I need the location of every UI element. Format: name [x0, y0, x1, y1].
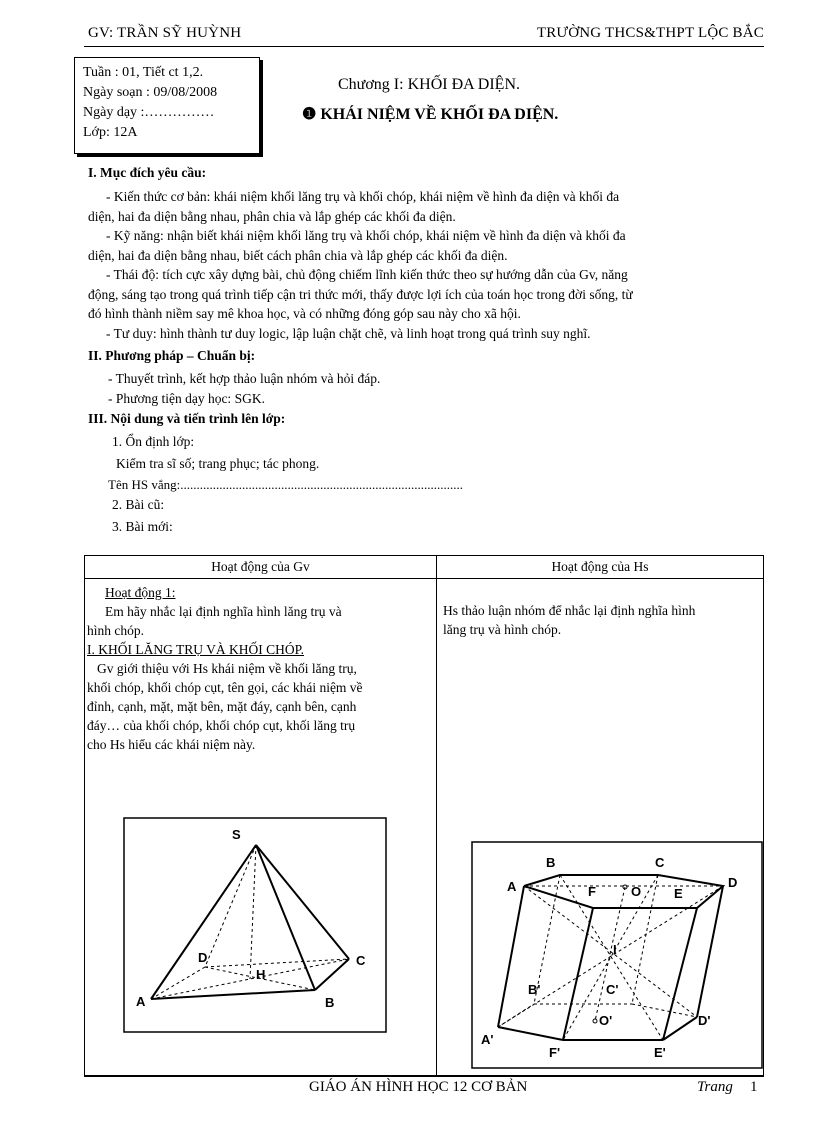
prism-label-d-prime: D' [698, 1013, 711, 1028]
hs-answer-line2: lăng trụ và hình chóp. [443, 622, 562, 637]
prism-label-a: A [507, 879, 517, 894]
section1-body [88, 187, 768, 343]
prism-label-o-prime: O' [599, 1013, 613, 1028]
hs-activity-cell [437, 579, 764, 1077]
chapter-title: Chương I: KHỐI ĐA DIỆN. [338, 76, 521, 93]
lesson-title [302, 104, 558, 124]
hs-answer-line1: Hs thảo luận nhóm để nhắc lại định nghĩa hình [443, 603, 696, 618]
lesson-title-text: KHÁI NIỆM VỀ KHỐI ĐA DIỆN. [320, 106, 559, 123]
step-stabilize: 1. Ổn định lớp: [112, 434, 195, 449]
attitude-line1: - Thái độ: tích cực xây dựng bài, chủ động chiếm lĩnh kiến thức theo sự hướng dẫn của Gv, năng [106, 267, 628, 282]
prism-label-e: E [674, 886, 683, 901]
info-week: Tuần : 01, Tiết ct 1,2. [83, 65, 204, 80]
section2-heading: II. Phương pháp – Chuẩn bị: [88, 348, 256, 363]
activity-table [84, 555, 764, 1077]
prism-label-a-prime: A' [481, 1032, 494, 1047]
pyramid-label-h: H [256, 967, 266, 982]
pyramid-label-d: D [198, 950, 208, 965]
prism-label-d: D [728, 875, 738, 890]
prism-label-b: B [546, 855, 556, 870]
section2-item1: - Thuyết trình, kết hợp thảo luận nhóm và hỏi đáp. [108, 371, 381, 386]
footer-title: GIÁO ÁN HÌNH HỌC 12 CƠ BẢN [309, 1079, 528, 1095]
gv-intro-line2: khối chóp, khối chóp cụt, tên gọi, các khái niệm về [87, 680, 363, 695]
table-header-gv: Hoạt động của Gv [85, 556, 437, 579]
prism-label-o: O [631, 884, 642, 899]
pyramid-label-s: S [232, 827, 241, 842]
gv-prompt-line2: hình chóp. [87, 623, 144, 638]
header-school: TRƯỜNG THCS&THPT LỘC BẮC [536, 25, 764, 41]
step-new-lesson: 3. Bài mới: [112, 519, 173, 534]
bullet-icon: ❶ [302, 106, 317, 123]
skill-line2: diện, hai đa diện bằng nhau, biết cách phân chia và lắp ghép các khối đa diện. [88, 247, 508, 263]
knowledge-line2: diện, hai đa diện bằng nhau, phân chia và lắp ghép các khối đa diện. [88, 208, 456, 224]
absent-students: Tên HS vắng:....................................................................................... [108, 477, 463, 492]
table-header-hs: Hoạt động của Hs [437, 556, 764, 579]
prism-label-i: I [613, 942, 617, 957]
section2-item2: - Phương tiện dạy học: SGK. [108, 391, 265, 406]
header-divider [84, 46, 764, 47]
step-old-lesson: 2. Bài cũ: [112, 497, 165, 512]
info-class: Lớp: 12A [83, 125, 138, 140]
thinking-line: - Tư duy: hình thành tư duy logic, lập luận chặt chẽ, và linh hoạt trong quá trình suy nghĩ. [106, 325, 591, 341]
footer-page-label: Trang [697, 1079, 733, 1095]
prism-figure [471, 841, 763, 1069]
prism-pyramid-section-title: I. KHỐI LĂNG TRỤ VÀ KHỐI CHÓP. [87, 642, 305, 657]
pyramid-label-a: A [136, 994, 146, 1009]
info-prepared-date: Ngày soạn : 09/08/2008 [83, 85, 218, 100]
gv-activity-cell [85, 579, 437, 1077]
gv-intro-line1: Gv giới thiệu với Hs khái niệm về khối lăng trụ, [97, 661, 357, 676]
lesson-info-box [74, 57, 260, 154]
info-taught-date: Ngày dạy :…………… [83, 105, 215, 120]
prism-label-f: F [588, 884, 596, 899]
attitude-line2: động, sáng tạo trong quá trình tiếp cận tri thức mới, thấy được lợi ích của toán học trong đời sống, từ [88, 286, 633, 302]
header-teacher: GV: TRẦN SỸ HUỲNH [88, 25, 242, 41]
prism-label-e-prime: E' [654, 1045, 666, 1060]
pyramid-label-c: C [356, 953, 366, 968]
pyramid-figure [123, 817, 387, 1033]
footer-divider [84, 1075, 764, 1077]
gv-intro-line5: cho Hs hiểu các khái niệm này. [87, 737, 256, 752]
prism-label-c-prime: C' [606, 982, 619, 997]
knowledge-line1: - Kiến thức cơ bản: khái niệm khối lăng trụ và khối chóp, khái niệm về hình đa diện và khối đa [106, 189, 620, 204]
section3-heading: III. Nội dung và tiến trình lên lớp: [88, 411, 286, 426]
prism-label-f-prime: F' [549, 1045, 561, 1060]
attitude-line3: đó hình thành niềm say mê khoa học, và có những đóng góp sau này cho xã hội. [88, 306, 521, 321]
skill-line1: - Kỹ năng: nhận biết khái niệm khối lăng trụ và khối chóp, khái niệm về hình đa diện và khối đa [106, 228, 626, 243]
pyramid-label-b: B [325, 995, 335, 1010]
gv-prompt-line1: Em hãy nhắc lại định nghĩa hình lăng trụ và [105, 604, 342, 619]
section1-heading: I. Mục đích yêu cầu: [88, 165, 207, 180]
activity-title: Hoạt động 1: [105, 585, 176, 600]
prism-label-b-prime: B' [528, 982, 541, 997]
footer-page-number: 1 [750, 1079, 758, 1095]
step-check: Kiểm tra sĩ số; trang phục; tác phong. [116, 456, 320, 471]
gv-intro-line4: đáy… của khối chóp, khối chóp cụt, khối lăng trụ [87, 718, 356, 733]
prism-label-c: C [655, 855, 665, 870]
gv-intro-line3: đỉnh, cạnh, mặt, mặt bên, mặt đáy, cạnh bên, cạnh [87, 699, 357, 714]
